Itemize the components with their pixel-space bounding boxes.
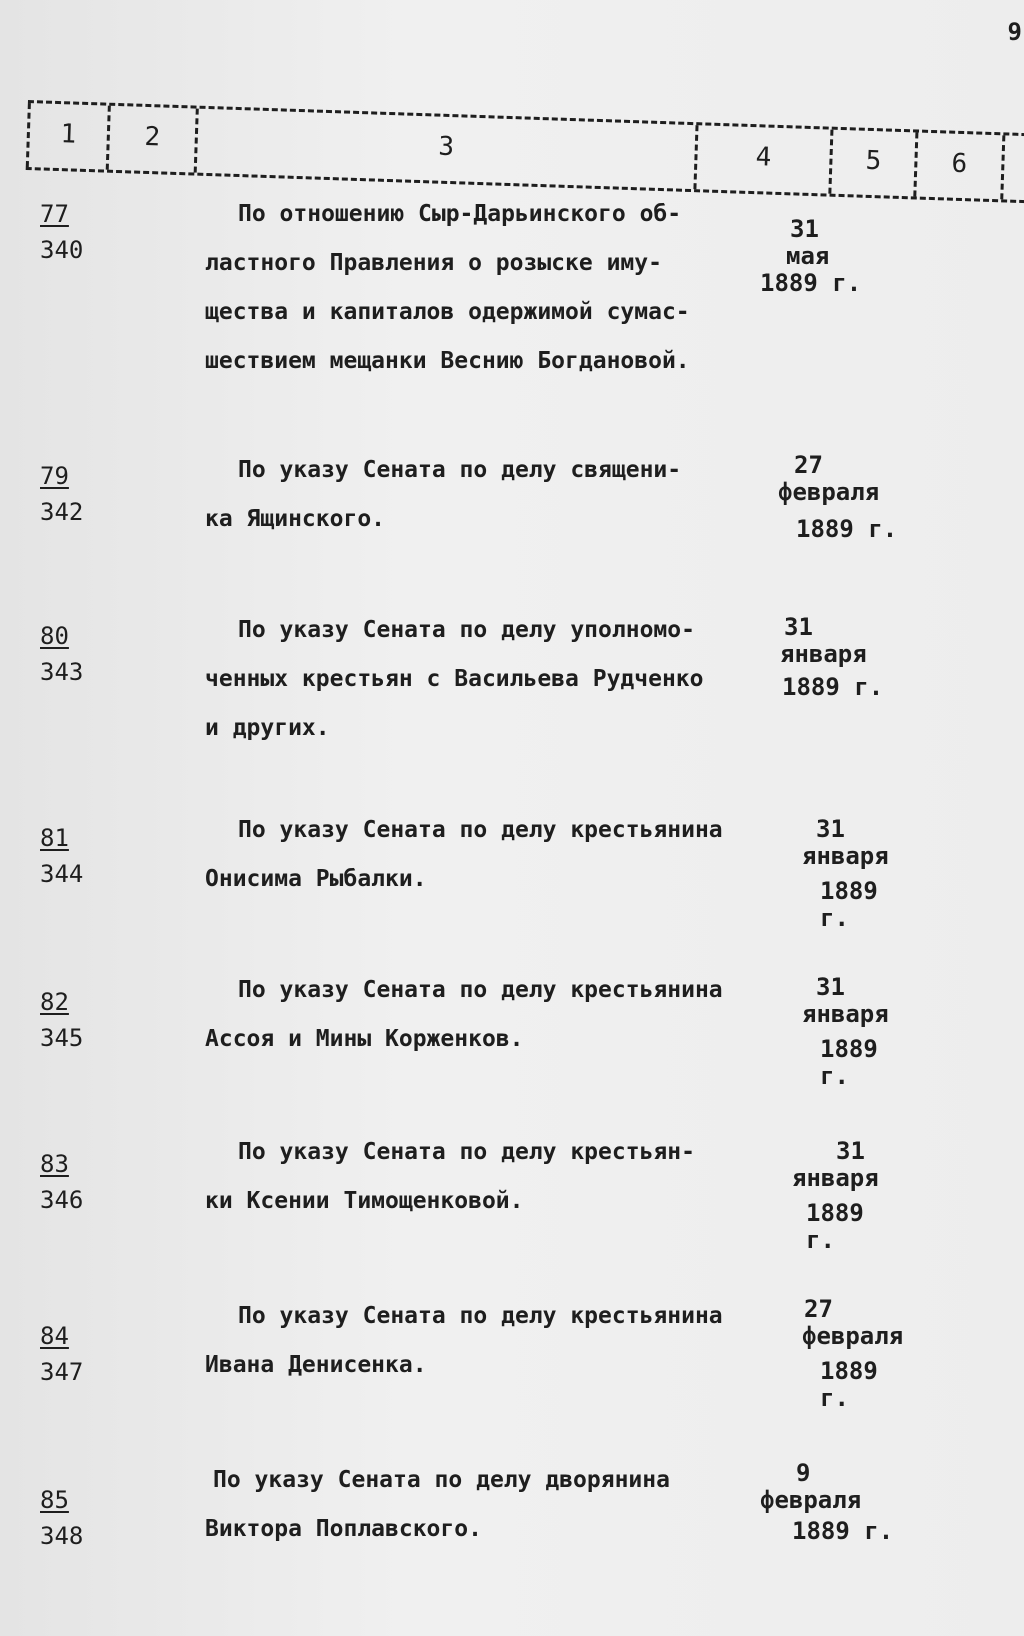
description-line: ка Ящинского. [205,506,386,532]
entry-description [205,1128,765,1226]
date-year: 1889 г. [782,673,884,701]
header-col-3: 3 [194,109,696,190]
entry-date [760,1295,904,1412]
description-line: По указу Сената по делу уполномо- [238,617,695,643]
description-line: Онисима Рыбалки. [205,866,427,892]
table-header [26,100,1024,203]
date-month: января [792,1164,879,1192]
item-number: 80 [40,622,69,650]
date-day: 9 [796,1459,811,1487]
date-month: февраля [778,478,880,506]
item-number: 82 [40,988,69,1016]
entry-description [205,1456,765,1554]
date-day: 31 [816,973,845,1001]
entry-number [40,458,83,530]
description-line: Виктора Поплавского. [205,1516,482,1542]
entry-description [205,1292,765,1390]
sheet-number: 347 [40,1358,84,1386]
entry-date [760,1460,900,1545]
page-number: 9 [1007,18,1022,46]
entry-date [760,1138,900,1254]
description-line: По отношению Сыр-Дарьинского об- [238,201,682,227]
item-number: 79 [40,462,69,490]
header-col-1: 1 [26,103,108,170]
header-col-2: 2 [106,106,196,173]
date-month: февраля [760,1486,862,1514]
date-month: января [802,842,889,870]
description-line: По указу Сената по делу крестьянина [238,977,723,1003]
description-line: По указу Сената по делу дворянина [213,1467,670,1493]
entry-number [40,1318,83,1390]
sheet-number: 340 [40,236,84,264]
date-day: 31 [790,215,819,243]
header-col-4: 4 [693,125,830,193]
description-line: ки Ксении Тимощенковой. [205,1188,524,1214]
sheet-number: 342 [40,498,84,526]
date-month: февраля [802,1322,904,1350]
entry-date [760,614,900,701]
entry-description [205,806,765,904]
entry-description [205,190,765,386]
date-year: 1889 г. [760,269,862,297]
date-month: января [802,1000,889,1028]
description-line: По указу Сената по делу священи- [238,457,682,483]
item-number: 81 [40,824,69,852]
date-month: мая [786,242,830,270]
description-line: По указу Сената по делу крестьянина [238,1303,723,1329]
sheet-number: 346 [40,1186,84,1214]
item-number: 83 [40,1150,69,1178]
date-year: 1889 г. [820,1357,878,1412]
entry-number [40,618,83,690]
entry-date [760,974,900,1090]
date-day: 31 [784,613,813,641]
entry-description [205,966,765,1064]
entry-date [760,816,900,932]
sheet-number: 345 [40,1024,84,1052]
date-year: 1889 г. [820,1035,878,1090]
description-line: По указу Сената по делу крестьянина [238,817,723,843]
entry-date [760,452,900,543]
entry-number [40,1146,83,1218]
item-number: 84 [40,1322,69,1350]
header-col-5: 5 [828,130,915,197]
entry-number [40,1482,83,1554]
description-line: ластного Правления о розыске иму- [205,250,662,276]
date-day: 27 [794,451,823,479]
sheet-number: 343 [40,658,84,686]
date-month: января [780,640,867,668]
description-line: По указу Сената по делу крестьян- [238,1139,695,1165]
description-line: Ассоя и Мины Корженков. [205,1026,524,1052]
description-line: ченных крестьян с Васильева Рудченко [205,666,704,692]
sheet-number: 344 [40,860,84,888]
entry-description [205,446,765,544]
description-line: шествием мещанки Веснию Богдановой. [205,348,690,374]
entry-description [205,606,765,753]
sheet-number: 348 [40,1522,84,1550]
date-day: 31 [836,1137,865,1165]
description-line: Ивана Денисенка. [205,1352,427,1378]
header-col-6: 6 [913,132,1005,199]
description-line: и других. [205,715,330,741]
date-day: 31 [816,815,845,843]
date-year: 1889 г. [792,1517,894,1545]
item-number: 77 [40,200,69,228]
entry-number [40,820,83,892]
date-year: 1889 г. [796,515,898,543]
description-line: щества и капиталов одержимой сумас- [205,299,690,325]
date-year: 1889 г. [820,877,878,932]
entry-number [40,196,83,268]
entry-number [40,984,83,1056]
entry-date [760,216,900,297]
date-day: 27 [804,1295,833,1323]
date-year: 1889 г. [806,1199,864,1254]
item-number: 85 [40,1486,69,1514]
